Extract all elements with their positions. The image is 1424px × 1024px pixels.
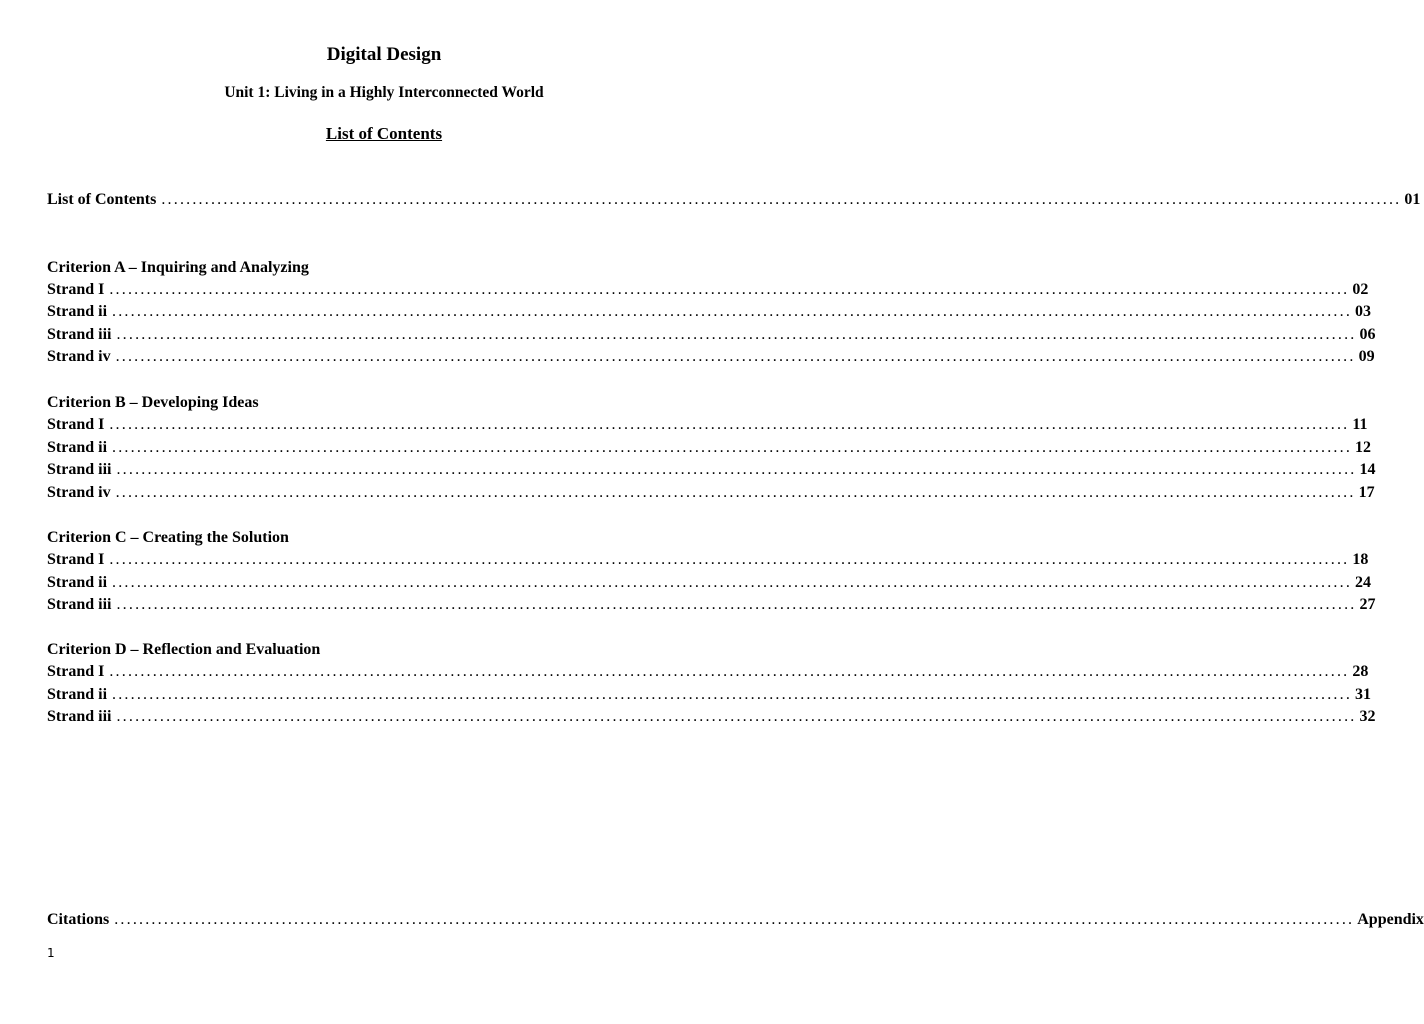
toc-page-number: 27 <box>1359 596 1376 613</box>
toc-label: Strand iii <box>47 326 112 343</box>
toc-label: Strand iii <box>47 596 112 613</box>
toc-entry-criterion-a-strand-4 <box>47 348 1375 370</box>
toc-entry-criterion-b-strand-3 <box>47 461 1376 483</box>
criterion-d-title: Criterion D – Reflection and Evaluation <box>47 641 321 658</box>
toc-page-number: 17 <box>1358 484 1375 501</box>
toc-entry-list-of-contents <box>47 191 1421 213</box>
toc-label: List of Contents <box>47 191 157 208</box>
toc-entry-criterion-d-strand-1 <box>47 663 1369 685</box>
toc-page-number: 28 <box>1352 663 1369 680</box>
toc-label: Strand iii <box>47 461 112 478</box>
criterion-b-title: Criterion B – Developing Ideas <box>47 394 259 411</box>
dot-leader: ........................................................................................................................................................................................................ <box>116 708 1357 725</box>
dot-leader: ........................................................................................................................................................................................................ <box>109 663 1350 680</box>
toc-entry-criterion-b-strand-1 <box>47 416 1368 438</box>
toc-page-number: 01 <box>1404 191 1421 208</box>
dot-leader: ........................................................................................................................................................................................................ <box>109 416 1350 433</box>
dot-leader: ........................................................................................................................................................................................................ <box>116 596 1357 613</box>
document-title: Digital Design <box>326 44 442 65</box>
toc-label: Strand I <box>47 281 105 298</box>
toc-label: Strand iv <box>47 348 111 365</box>
dot-leader: ........................................................................................................................................................................................................ <box>112 439 1353 456</box>
toc-page-number: 32 <box>1359 708 1376 725</box>
dot-leader: ........................................................................................................................................................................................................ <box>115 348 1356 365</box>
toc-page-number: 02 <box>1352 281 1369 298</box>
criterion-c-title: Criterion C – Creating the Solution <box>47 529 289 546</box>
dot-leader: ........................................................................................................................................................................................................ <box>115 484 1356 501</box>
toc-label: Citations <box>47 911 110 928</box>
toc-page-number: 31 <box>1355 686 1372 703</box>
toc-entry-criterion-c-strand-3 <box>47 596 1376 618</box>
toc-label: Strand I <box>47 551 105 568</box>
toc-page-number: 09 <box>1358 348 1375 365</box>
toc-entry-criterion-d-strand-2 <box>47 686 1372 708</box>
toc-label: Strand ii <box>47 686 108 703</box>
toc-entry-criterion-c-strand-2 <box>47 574 1372 596</box>
toc-page-number: Appendix <box>1357 911 1424 928</box>
toc-entry-criterion-d-strand-3 <box>47 708 1376 730</box>
dot-leader: ........................................................................................................................................................................................................ <box>116 326 1357 343</box>
toc-label: Strand ii <box>47 439 108 456</box>
toc-page-number: 03 <box>1355 303 1372 320</box>
toc-entry-criterion-b-strand-4 <box>47 484 1375 506</box>
dot-leader: ........................................................................................................................................................................................................ <box>161 191 1402 208</box>
toc-entry-citations <box>47 911 1424 933</box>
toc-entry-criterion-c-strand-1 <box>47 551 1369 573</box>
toc-label: Strand iii <box>47 708 112 725</box>
toc-label: Strand iv <box>47 484 111 501</box>
dot-leader: ........................................................................................................................................................................................................ <box>112 574 1353 591</box>
toc-label: Strand ii <box>47 303 108 320</box>
toc-label: Strand ii <box>47 574 108 591</box>
dot-leader: ........................................................................................................................................................................................................ <box>116 461 1357 478</box>
unit-subtitle: Unit 1: Living in a Highly Interconnected World <box>224 84 544 101</box>
contents-heading: List of Contents <box>325 124 443 143</box>
toc-label: Strand I <box>47 416 105 433</box>
toc-label: Strand I <box>47 663 105 680</box>
page-number: 1 <box>47 946 55 960</box>
toc-entry-criterion-a-strand-3 <box>47 326 1376 348</box>
toc-page-number: 18 <box>1352 551 1369 568</box>
dot-leader: ........................................................................................................................................................................................................ <box>109 281 1350 298</box>
dot-leader: ........................................................................................................................................................................................................ <box>112 303 1353 320</box>
toc-entry-criterion-a-strand-1 <box>47 281 1369 303</box>
toc-page-number: 12 <box>1355 439 1372 456</box>
toc-page-number: 06 <box>1359 326 1376 343</box>
dot-leader: ........................................................................................................................................................................................................ <box>112 686 1353 703</box>
toc-entry-criterion-a-strand-2 <box>47 303 1372 325</box>
toc-entry-criterion-b-strand-2 <box>47 439 1372 461</box>
toc-page-number: 24 <box>1355 574 1372 591</box>
toc-page-number: 14 <box>1359 461 1376 478</box>
toc-page-number: 11 <box>1352 416 1368 433</box>
criterion-a-title: Criterion A – Inquiring and Analyzing <box>47 259 309 276</box>
dot-leader: ........................................................................................................................................................................................................ <box>114 911 1355 928</box>
dot-leader: ........................................................................................................................................................................................................ <box>109 551 1350 568</box>
